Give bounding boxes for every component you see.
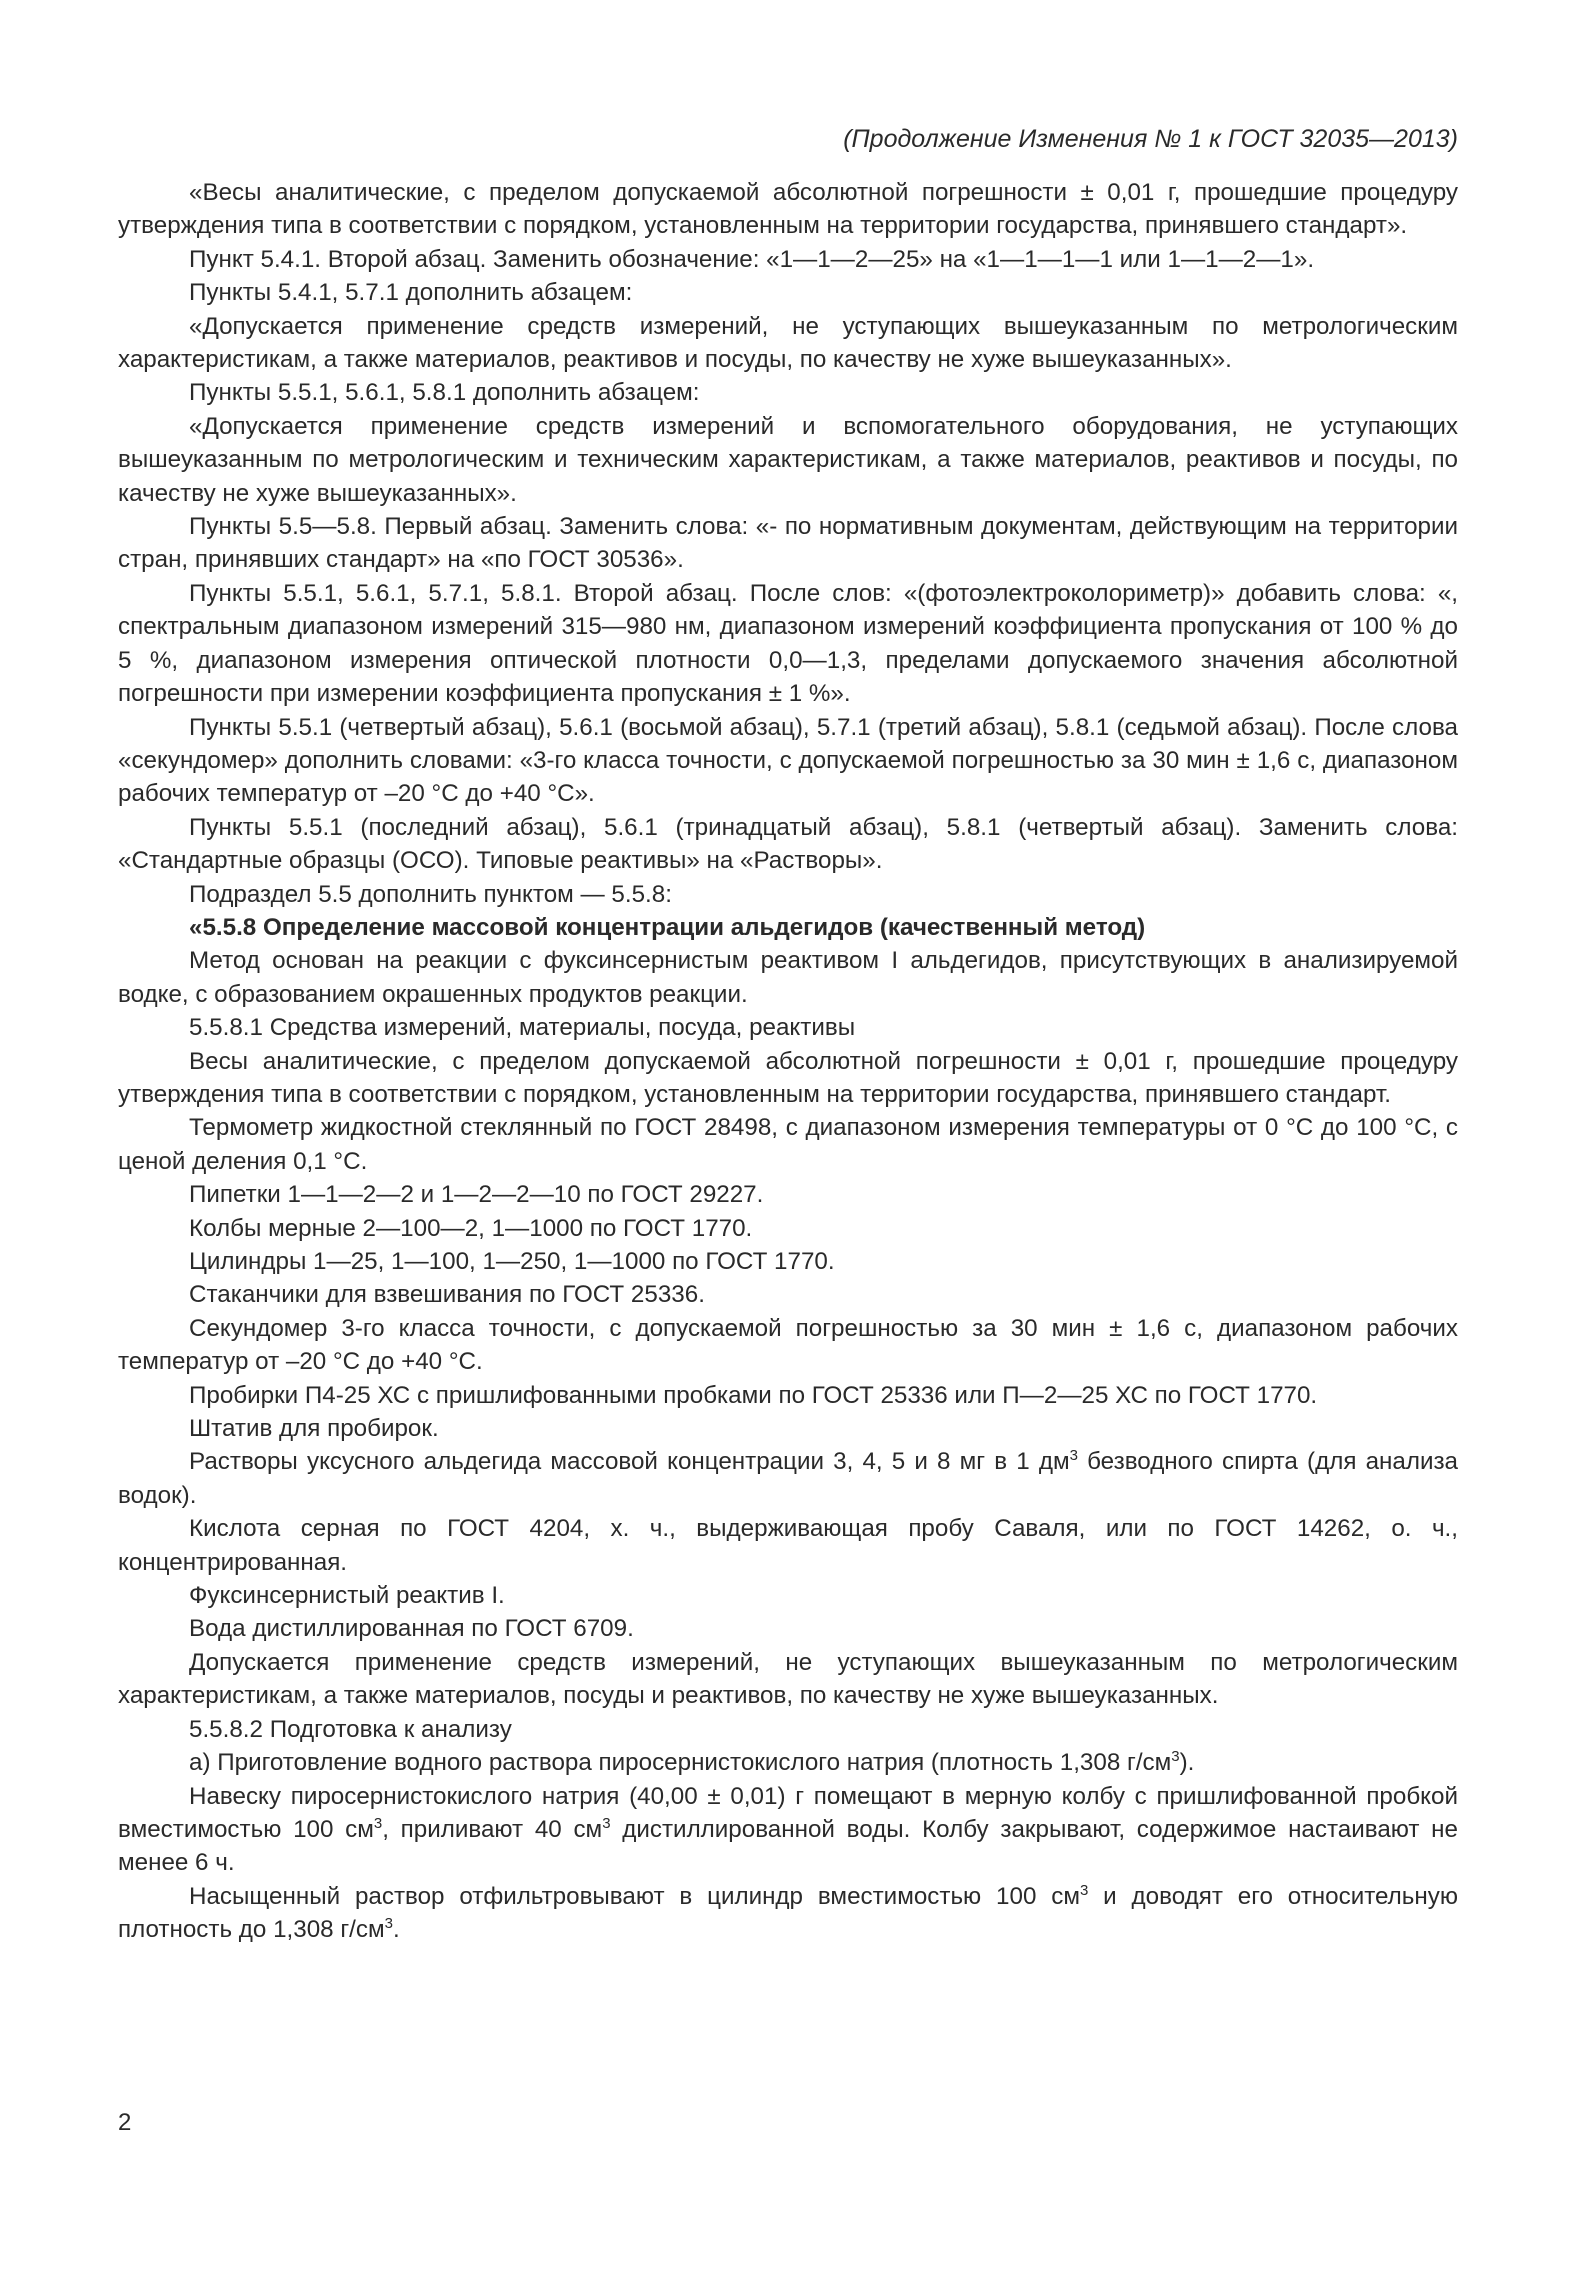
list-item: Кислота серная по ГОСТ 4204, х. ч., выдерживающая пробу Саваля, или по ГОСТ 14262, о. ч., концентрированная. (118, 1515, 1458, 1576)
list-item: Штатив для пробирок. (189, 1415, 439, 1443)
paragraph: Пункты 5.5.1 (последний абзац), 5.6.1 (тринадцатый абзац), 5.8.1 (четвертый абзац). Заменить слова: «Стандартные образцы (ОСО). Типовые реактивы» на «Растворы». (118, 813, 1458, 875)
paragraph: Метод основан на реакции с фуксинсернистым реактивом I альдегидов, присутствующих в анализируемой водке, с образованием окрашенных продуктов реакции. (118, 947, 1458, 1008)
superscript: 3 (1079, 1881, 1089, 1899)
text-run: Насыщенный раствор отфильтровывают в цилиндр вместимостью 100 см (189, 1882, 1080, 1910)
superscript: 3 (602, 1814, 611, 1832)
weighing-paragraph (118, 1780, 1458, 1880)
paragraph: Пункты 5.5.1, 5.6.1, 5.8.1 дополнить абзацем: (189, 379, 700, 407)
document-body (118, 176, 1458, 1947)
superscript: 3 (1171, 1748, 1180, 1766)
text-run: а) Приготовление водного раствора пиросернистокислого натрия (плотность 1,308 г/см (189, 1749, 1172, 1777)
continuation-header: (Продолжение Изменения № 1 к ГОСТ 32035—2013) (843, 125, 1458, 153)
list-item: Пробирки П4-25 ХС с пришлифованными пробками по ГОСТ 25336 или П—2—25 ХС по ГОСТ 1770. (189, 1381, 1318, 1409)
text-run: ). (1179, 1749, 1195, 1777)
paragraph: Пункты 5.4.1, 5.7.1 дополнить абзацем: (189, 279, 633, 307)
text-run: Навеску пиросернистокислого натрия (40,00 ± 0,01) г помещают в мерную колбу с пришлифованной пробкой вместимостью 100 см (118, 1782, 1458, 1843)
text-run: и доводят его относительную плотность до 1,308 г/см (118, 1882, 1458, 1944)
paragraph: Весы аналитические, с пределом допускаемой абсолютной погрешности ± 0,01 г, прошедшие процедуру утверждения типа в соответствии с порядком, установленным на территории государства, принявшего стандарт. (118, 1047, 1458, 1108)
paragraph: «Допускается применение средств измерений и вспомогательного оборудования, не уступающих вышеуказанным по метрологическим и техническим характеристикам, а также материалов, реактивов и посуды, по качеству не хуже вышеуказанных». (118, 412, 1458, 507)
superscript: 3 (373, 1814, 383, 1832)
prep-step-a (118, 1746, 1458, 1779)
paragraph: Пункты 5.5.1 (четвертый абзац), 5.6.1 (восьмой абзац), 5.7.1 (третий абзац), 5.8.1 (седьмой абзац). После слова «секундомер» дополнить словами: «3-го класса точности, с допускаемой погрешностью за 30 мин ± 1,6 с, диапазоном рабочих температур от –20 °С до +40 °С». (118, 713, 1458, 808)
superscript: 3 (384, 1915, 393, 1933)
paragraph: Пункты 5.5.1, 5.6.1, 5.7.1, 5.8.1. Второй абзац. После слов: «(фотоэлектроколориметр)» добавить слова: «, спектральным диапазоном измерений 315—980 нм, диапазоном измерений коэффициента пропускания от 100 % до 5 %, диапазоном измерения оптической плотности 0,0—1,3, пределами допускаемого значения абсолютной погрешности при измерении коэффициента пропускания ± 1 %». (118, 579, 1458, 708)
text-run: безводного спирта (для анализа водок). (118, 1448, 1458, 1509)
paragraph: Пункты 5.5—5.8. Первый абзац. Заменить слова: «- по нормативным документам, действующим на территории стран, принявших стандарт» на «по ГОСТ 30536». (118, 513, 1458, 574)
paragraph: Подраздел 5.5 дополнить пунктом — 5.5.8: (189, 880, 672, 908)
paragraph: Термометр жидкостной стеклянный по ГОСТ 28498, с диапазоном измерения температуры от 0 °С до 100 °С, с ценой деления 0,1 °С. (118, 1114, 1458, 1175)
list-item: Стаканчики для взвешивания по ГОСТ 25336. (189, 1281, 705, 1309)
list-item: Пипетки 1—1—2—2 и 1—2—2—10 по ГОСТ 29227. (189, 1181, 764, 1209)
page-number: 2 (118, 2109, 132, 2136)
text-run: , приливают 40 см (382, 1815, 603, 1843)
list-item: Секундомер 3-го класса точности, с допускаемой погрешностью за 30 мин ± 1,6 с, диапазоном рабочих температур от –20 °С до +40 °С. (118, 1314, 1458, 1376)
document-page (118, 124, 1458, 1947)
section-heading: «5.5.8 Определение массовой концентрации альдегидов (качественный метод) (189, 913, 1146, 941)
list-item: Вода дистиллированная по ГОСТ 6709. (189, 1615, 634, 1643)
text-run: . (392, 1916, 400, 1944)
subsection-title: 5.5.8.2 Подготовка к анализу (189, 1715, 512, 1743)
superscript: 3 (1069, 1447, 1078, 1465)
text-run: Растворы уксусного альдегида массовой концентрации 3, 4, 5 и 8 мг в 1 дм (189, 1448, 1070, 1476)
text-run: дистиллированной воды. Колбу закрывают, содержимое настаивают не менее 6 ч. (118, 1815, 1458, 1877)
list-item: Фуксинсернистый реактив I. (189, 1582, 505, 1610)
paragraph: «Допускается применение средств измерений, не уступающих вышеуказанным по метрологическим характеристикам, а также материалов, реактивов и посуды, по качеству не хуже вышеуказанных». (118, 312, 1458, 374)
paragraph: Допускается применение средств измерений, не уступающих вышеуказанным по метрологическим характеристикам, а также материалов, посуды и реактивов, по качеству не хуже вышеуказанных. (118, 1648, 1458, 1710)
paragraph: «Весы аналитические, с пределом допускаемой абсолютной погрешности ± 0,01 г, прошедшие процедуру утверждения типа в соответствии с порядком, установленным на территории государства, принявшего стандарт». (118, 179, 1458, 240)
paragraph: Пункт 5.4.1. Второй абзац. Заменить обозначение: «1—1—2—25» на «1—1—1—1 или 1—1—2—1». (189, 245, 1315, 273)
subsection-title: 5.5.8.1 Средства измерений, материалы, посуда, реактивы (189, 1014, 856, 1042)
filtering-paragraph (118, 1880, 1458, 1947)
solutions-paragraph (118, 1445, 1458, 1512)
list-item: Цилиндры 1—25, 1—100, 1—250, 1—1000 по ГОСТ 1770. (189, 1248, 835, 1275)
list-item: Колбы мерные 2—100—2, 1—1000 по ГОСТ 1770. (189, 1214, 753, 1242)
